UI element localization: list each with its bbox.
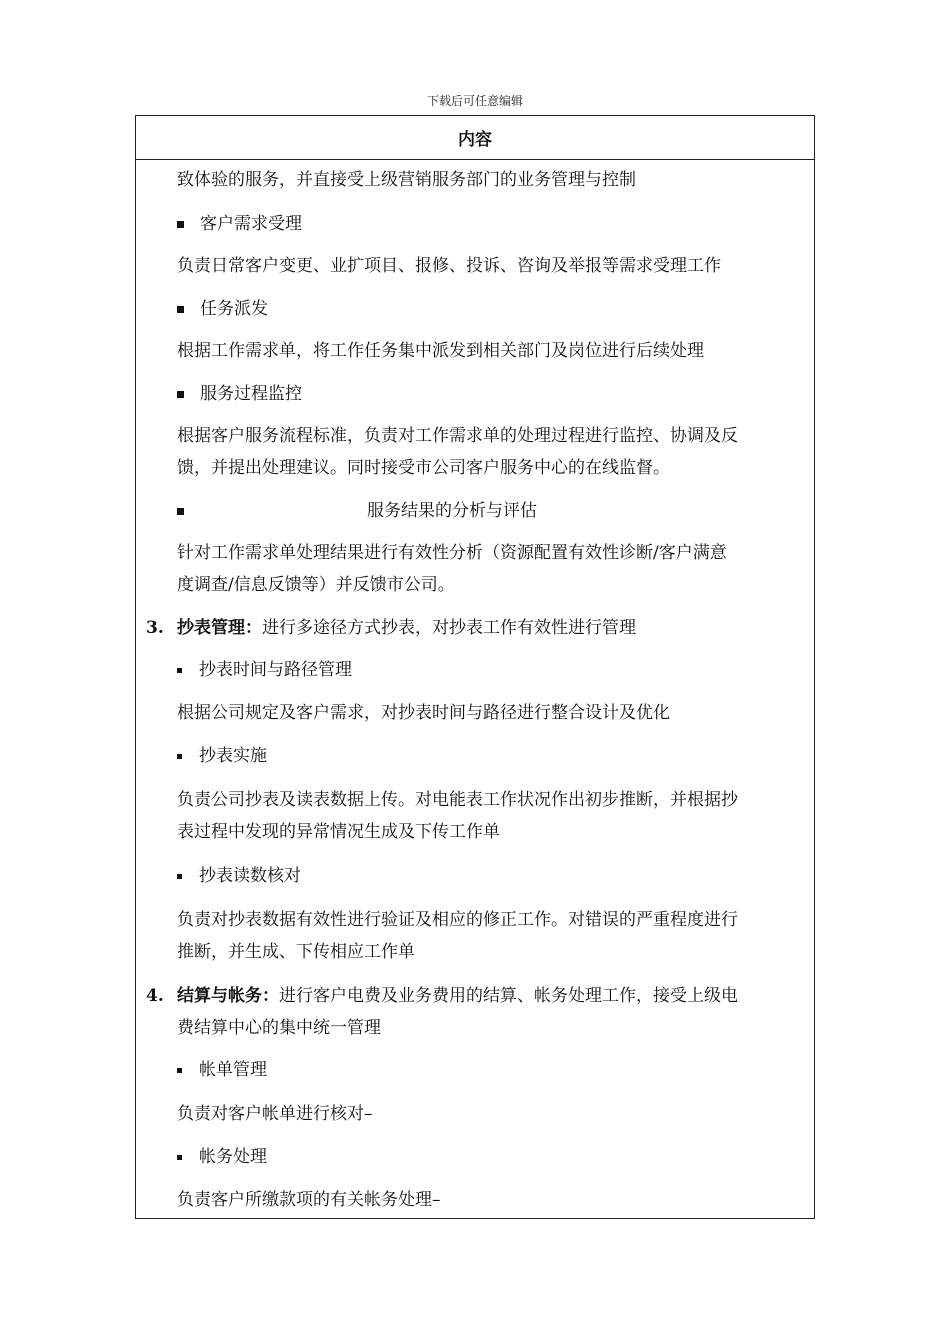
paragraph-line: 致体验的服务，并直接受上级营销服务部门的业务管理与控制 <box>177 170 636 190</box>
square-bullet-icon <box>177 1068 182 1073</box>
bullet-item <box>177 495 777 527</box>
paragraph-line: 费结算中心的集中统一管理 <box>177 1018 381 1038</box>
paragraph-line: 根据公司规定及客户需求，对抄表时间与路径进行整合设计及优化 <box>177 703 670 723</box>
content-table <box>135 115 815 1219</box>
bullet-item <box>177 378 302 410</box>
paragraph-line: 推断，并生成、下传相应工作单 <box>177 942 415 962</box>
paragraph-line: 负责日常客户变更、业扩项目、报修、投诉、咨询及举报等需求受理工作 <box>177 256 721 276</box>
square-bullet-icon <box>177 668 182 673</box>
square-bullet-icon <box>177 391 184 398</box>
bullet-item <box>177 1054 267 1086</box>
square-bullet-icon <box>177 221 184 228</box>
square-bullet-icon <box>177 508 184 515</box>
bullet-item <box>177 208 302 240</box>
bullet-label: 客户需求受理 <box>200 214 302 234</box>
paragraph-line: 负责对抄表数据有效性进行验证及相应的修正工作。对错误的严重程度进行 <box>177 910 738 930</box>
bullet-item <box>177 293 268 325</box>
section-title: 结算与帐务： <box>177 986 279 1006</box>
bullet-item <box>177 654 352 686</box>
bullet-label: 任务派发 <box>200 299 268 319</box>
section-number: 3. <box>146 618 164 638</box>
bullet-label: 帐务处理 <box>199 1147 267 1167</box>
bullet-label: 抄表读数核对 <box>199 866 301 886</box>
square-bullet-icon <box>177 754 182 759</box>
bullet-item <box>177 1141 267 1173</box>
section-number: 4. <box>146 986 164 1006</box>
square-bullet-icon <box>177 1155 182 1160</box>
paragraph-line: 负责客户所缴款项的有关帐务处理– <box>177 1190 441 1210</box>
square-bullet-icon <box>177 874 182 879</box>
paragraph-line: 根据客户服务流程标准，负责对工作需求单的处理过程进行监控、协调及反 <box>177 426 738 446</box>
section-title: 抄表管理： <box>177 618 262 638</box>
section-heading <box>146 980 738 1012</box>
bullet-item <box>177 860 301 892</box>
table-body <box>136 160 814 1218</box>
section-text: 进行多途径方式抄表，对抄表工作有效性进行管理 <box>262 618 636 638</box>
bullet-label: 帐单管理 <box>199 1060 267 1080</box>
paragraph-line: 馈，并提出处理建议。同时接受市公司客户服务中心的在线监督。 <box>177 458 670 478</box>
bullet-label: 抄表时间与路径管理 <box>199 660 352 680</box>
watermark-text: 下载后可任意编辑 <box>426 94 523 108</box>
paragraph-line: 表过程中发现的异常情况生成及下传工作单 <box>177 822 500 842</box>
section-heading <box>146 612 636 644</box>
paragraph-line: 度调查/信息反馈等）并反馈市公司。 <box>177 575 455 595</box>
bullet-label: 服务结果的分析与评估 <box>367 501 537 521</box>
paragraph-line: 针对工作需求单处理结果进行有效性分析（资源配置有效性诊断/客户满意 <box>177 543 727 563</box>
table-header: 内容 <box>136 116 814 160</box>
bullet-item <box>177 740 267 772</box>
paragraph-line: 根据工作需求单，将工作任务集中派发到相关部门及岗位进行后续处理 <box>177 341 704 361</box>
paragraph-line: 负责公司抄表及读表数据上传。对电能表工作状况作出初步推断，并根据抄 <box>177 790 738 810</box>
bullet-label: 抄表实施 <box>199 746 267 766</box>
section-text: 进行客户电费及业务费用的结算、帐务处理工作，接受上级电 <box>279 986 738 1006</box>
square-bullet-icon <box>177 306 184 313</box>
paragraph-line: 负责对客户帐单进行核对– <box>177 1104 373 1124</box>
bullet-label: 服务过程监控 <box>200 384 302 404</box>
